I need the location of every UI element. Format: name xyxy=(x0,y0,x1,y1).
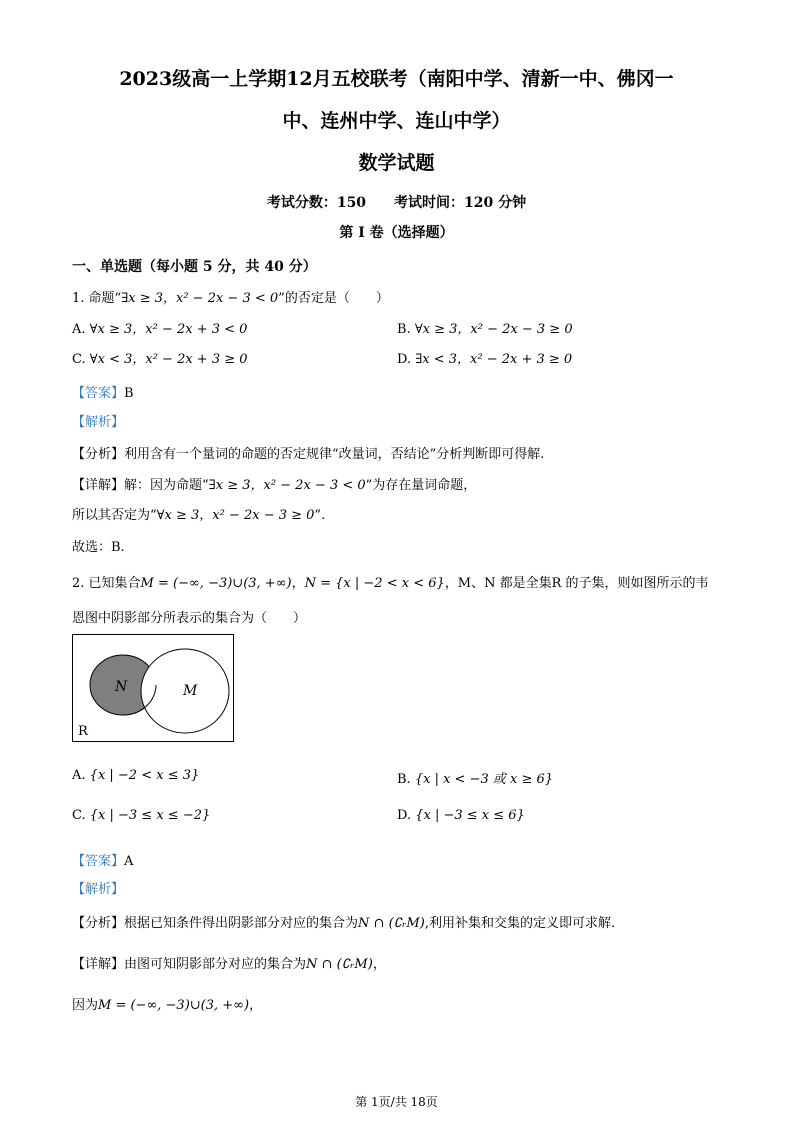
section-heading: 一、单选题（每小题 5 分，共 40 分） xyxy=(72,259,317,275)
q1-detail: 【详解】解：因为命题“∃x ≥ 3，x² − 2x − 3 < 0”为存在量词命题， xyxy=(72,478,477,493)
q2-stem-line2: 恩图中阴影部分所表示的集合为（ ） xyxy=(72,611,307,626)
q1-analysis-tag: 【解析】 xyxy=(72,415,125,430)
title-line-1: 2023级高一上学期12月五校联考（南阳中学、清新一中、佛冈一 xyxy=(119,68,674,90)
q1-choose: 故选：B. xyxy=(72,540,125,555)
subject-title: 数学试题 xyxy=(358,152,435,174)
title-line-2: 中、连州中学、连山中学） xyxy=(282,110,511,132)
q1-negation: 所以其否定为“∀x ≥ 3，x² − 2x − 3 ≥ 0”. xyxy=(72,508,326,523)
q2-since: 因为M = (−∞, −3)∪(3, +∞)， xyxy=(72,998,263,1013)
q1-stem: 1. 命题“∃x ≥ 3，x² − 2x − 3 < 0”的否定是（ ） xyxy=(72,291,389,306)
q1-option-c: C. ∀x < 3，x² − 2x + 3 ≥ 0 xyxy=(72,352,248,367)
exam-info: 考试分数：150 考试时间：120 分钟 xyxy=(266,195,527,211)
volume-heading: 第 I 卷（选择题） xyxy=(339,225,454,241)
q1-fenxi: 【分析】利用含有一个量词的命题的否定规律“改量词，否结论”分析判断即可得解. xyxy=(72,447,545,462)
page-number: 第 1页/共 18页 xyxy=(355,1095,438,1109)
label-r: R xyxy=(78,724,88,739)
q2-option-d: D. {x | −3 ≤ x ≤ 6} xyxy=(397,808,525,823)
q2-option-c: C. {x | −3 ≤ x ≤ −2} xyxy=(72,808,211,823)
q2-fenxi: 【分析】根据已知条件得出阴影部分对应的集合为N ∩ (∁ᵣM),利用补集和交集的定义即可求解. xyxy=(72,916,616,931)
q2-option-b: B. {x | x < −3 或 x ≥ 6} xyxy=(397,772,554,787)
label-m: M xyxy=(183,683,198,699)
q1-answer: 【答案】B xyxy=(72,386,134,401)
q2-answer: 【答案】A xyxy=(72,854,134,869)
q2-option-a: A. {x | −2 < x ≤ 3} xyxy=(72,768,200,783)
q1-option-d: D. ∃x < 3，x² − 2x + 3 ≥ 0 xyxy=(397,352,573,367)
q1-option-a: A. ∀x ≥ 3，x² − 2x + 3 < 0 xyxy=(72,322,248,337)
q2-detail: 【详解】由图可知阴影部分对应的集合为N ∩ (∁ᵣM)， xyxy=(72,957,386,972)
label-n: N xyxy=(115,679,128,695)
q2-stem: 2. 已知集合M = (−∞, −3)∪(3, +∞)，N = {x | −2 < x < 6}，M、N 都是全集R 的子集，则如图所示的韦 xyxy=(72,576,709,591)
q1-option-b: B. ∀x ≥ 3，x² − 2x − 3 ≥ 0 xyxy=(397,322,573,337)
venn-diagram xyxy=(72,634,235,742)
q2-analysis-tag: 【解析】 xyxy=(72,882,125,897)
